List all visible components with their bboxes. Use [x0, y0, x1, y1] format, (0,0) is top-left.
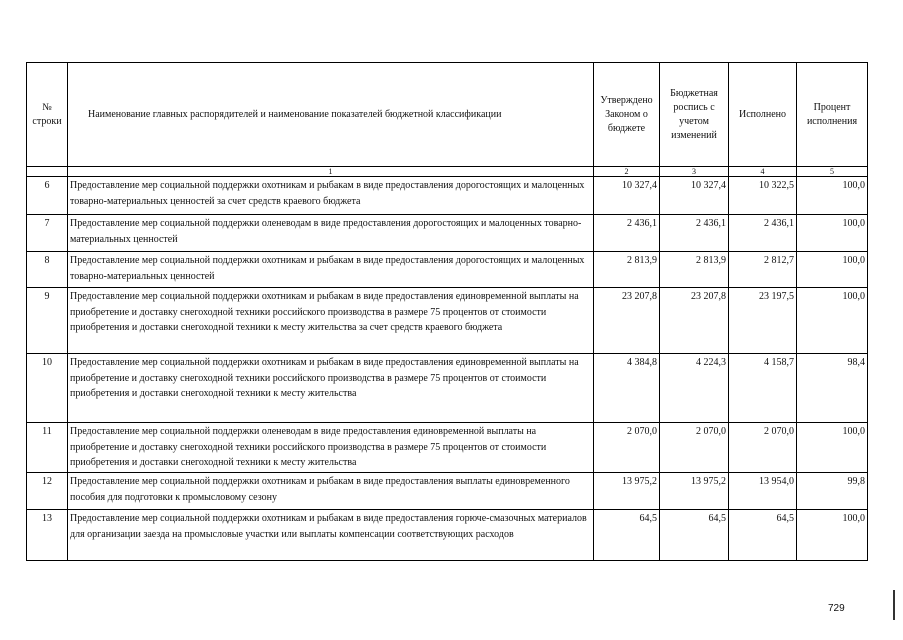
row-executed: 2 812,7 [729, 252, 797, 288]
row-approved: 4 384,8 [594, 354, 660, 423]
row-approved: 2 070,0 [594, 423, 660, 473]
table-row [27, 215, 868, 252]
row-percent: 98,4 [797, 354, 868, 423]
row-name: Предоставление мер социальной поддержки охотникам и рыбакам в виде предоставления единовременной выплаты на приобретение и доставку снегоходной техники российского производства в размере 75 процентов от стоимости приобретения и доставки снегоходной техники к месту жительства [68, 354, 594, 423]
header-percent: Процент исполнения [797, 63, 868, 167]
column-index: 5 [797, 167, 868, 177]
row-executed: 2 070,0 [729, 423, 797, 473]
table-row [27, 510, 868, 561]
row-executed: 4 158,7 [729, 354, 797, 423]
row-percent: 99,8 [797, 473, 868, 510]
row-number: 11 [27, 423, 68, 473]
row-name: Предоставление мер социальной поддержки оленеводам в виде предоставления единовременной выплаты на приобретение и доставку снегоходной техники российского производства в размере 75 процентов от стоимости приобретения и доставки снегоходной техники к месту жительства [68, 423, 594, 473]
column-index: 3 [660, 167, 729, 177]
row-percent: 100,0 [797, 177, 868, 215]
row-number: 13 [27, 510, 68, 561]
row-budget-list: 2 436,1 [660, 215, 729, 252]
row-approved: 64,5 [594, 510, 660, 561]
row-budget-list: 2 070,0 [660, 423, 729, 473]
row-executed: 64,5 [729, 510, 797, 561]
header-approved: Утверждено Законом о бюджете [594, 63, 660, 167]
column-index: 4 [729, 167, 797, 177]
header-budget-list: Бюджетная роспись с учетом изменений [660, 63, 729, 167]
row-number: 6 [27, 177, 68, 215]
header-row-number: № строки [27, 63, 68, 167]
row-name: Предоставление мер социальной поддержки охотникам и рыбакам в виде предоставления горюче-смазочных материалов для организации заезда на промысловые участки или выплаты компенсации соответствующих расходов [68, 510, 594, 561]
row-number: 7 [27, 215, 68, 252]
row-approved: 10 327,4 [594, 177, 660, 215]
row-budget-list: 4 224,3 [660, 354, 729, 423]
column-index: 1 [68, 167, 594, 177]
row-percent: 100,0 [797, 510, 868, 561]
row-percent: 100,0 [797, 215, 868, 252]
header-name: Наименование главных распорядителей и наименование показателей бюджетной классификации [68, 63, 594, 167]
row-name: Предоставление мер социальной поддержки охотникам и рыбакам в виде предоставления единовременной выплаты на приобретение и доставку снегоходной техники российского производства в размере 75 процентов от стоимости приобретения и доставки снегоходной техники к месту жительства за счет средств краевого бюджета [68, 288, 594, 354]
column-index: 2 [594, 167, 660, 177]
row-percent: 100,0 [797, 252, 868, 288]
table-row [27, 473, 868, 510]
row-percent: 100,0 [797, 288, 868, 354]
row-approved: 13 975,2 [594, 473, 660, 510]
row-number: 10 [27, 354, 68, 423]
row-approved: 2 436,1 [594, 215, 660, 252]
row-budget-list: 13 975,2 [660, 473, 729, 510]
row-number: 9 [27, 288, 68, 354]
row-approved: 23 207,8 [594, 288, 660, 354]
row-percent: 100,0 [797, 423, 868, 473]
row-name: Предоставление мер социальной поддержки охотникам и рыбакам в виде предоставления выплаты единовременного пособия для подготовки к промысловому сезону [68, 473, 594, 510]
page-number: 729 [828, 603, 845, 614]
table-row [27, 288, 868, 354]
header-executed: Исполнено [729, 63, 797, 167]
row-executed: 23 197,5 [729, 288, 797, 354]
table-row [27, 252, 868, 288]
row-budget-list: 2 813,9 [660, 252, 729, 288]
row-name: Предоставление мер социальной поддержки оленеводам в виде предоставления дорогостоящих и малоценных товарно-материальных ценностей [68, 215, 594, 252]
table-header-row [27, 63, 868, 167]
row-budget-list: 23 207,8 [660, 288, 729, 354]
row-budget-list: 10 327,4 [660, 177, 729, 215]
row-budget-list: 64,5 [660, 510, 729, 561]
row-approved: 2 813,9 [594, 252, 660, 288]
column-index [27, 167, 68, 177]
column-index-row [27, 167, 868, 177]
page-edge-mark [893, 590, 895, 620]
row-executed: 13 954,0 [729, 473, 797, 510]
row-number: 8 [27, 252, 68, 288]
row-name: Предоставление мер социальной поддержки охотникам и рыбакам в виде предоставления дорогостоящих и малоценных товарно-материальных ценностей за счет средств краевого бюджета [68, 177, 594, 215]
row-name: Предоставление мер социальной поддержки охотникам и рыбакам в виде предоставления дорогостоящих и малоценных товарно-материальных ценностей [68, 252, 594, 288]
table-row [27, 177, 868, 215]
row-executed: 10 322,5 [729, 177, 797, 215]
budget-execution-table [26, 62, 868, 561]
table-row [27, 423, 868, 473]
row-executed: 2 436,1 [729, 215, 797, 252]
table-row [27, 354, 868, 423]
row-number: 12 [27, 473, 68, 510]
